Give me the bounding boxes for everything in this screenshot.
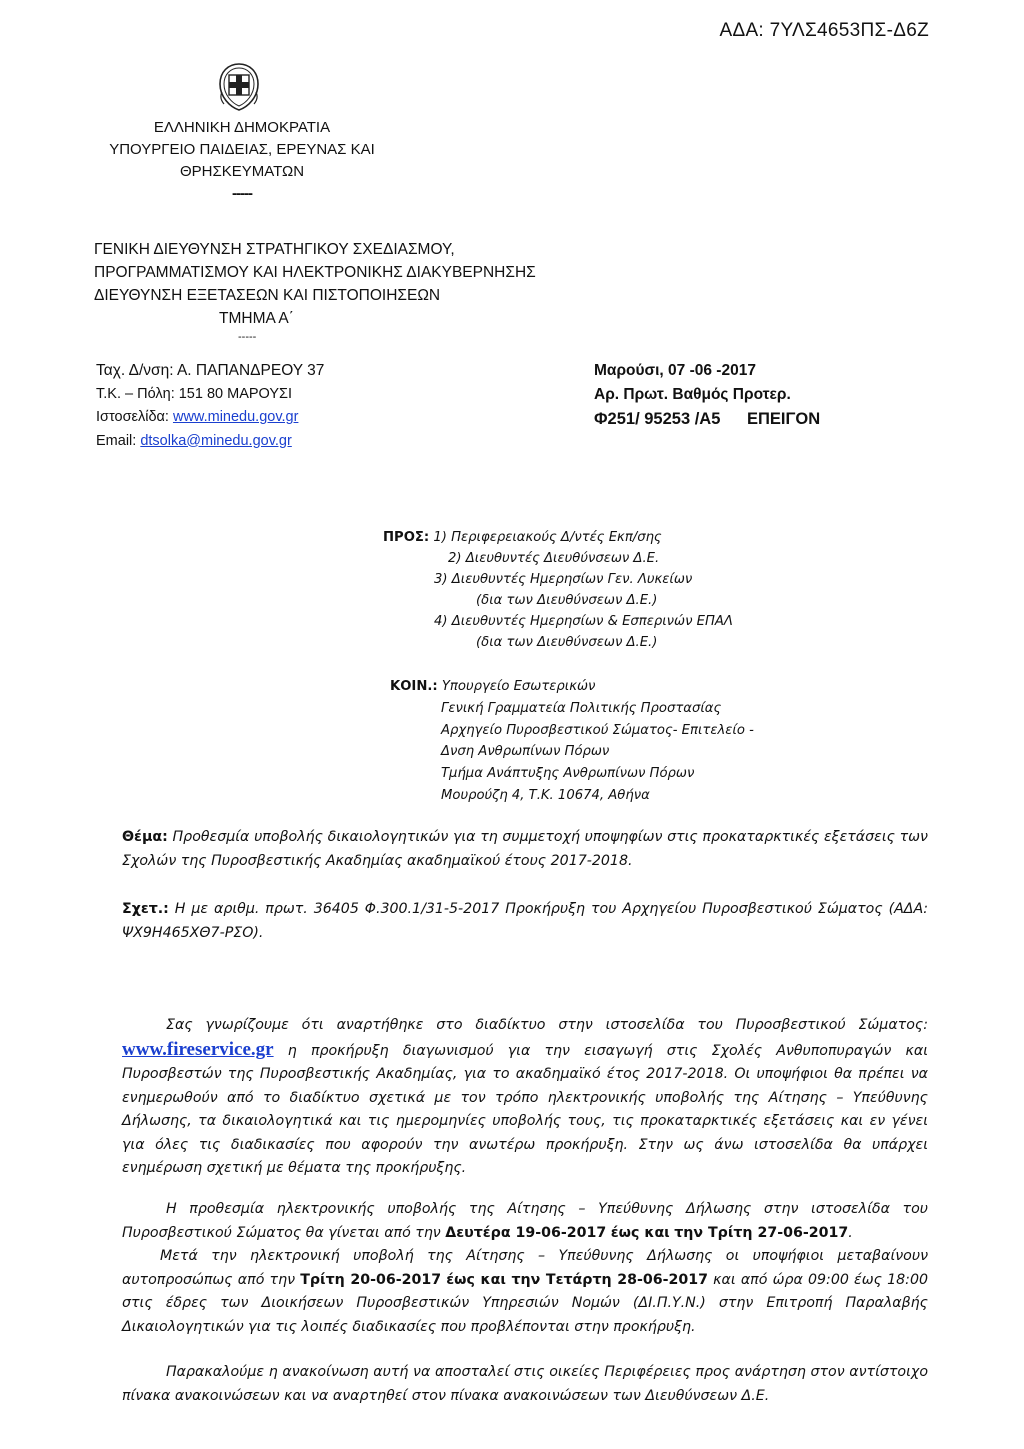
p2-period: . bbox=[848, 1224, 853, 1241]
website-line bbox=[96, 406, 324, 430]
p2-intro: Η προθεσμία ηλεκτρονικής υποβολής της Αίτησης – Υπεύθυνης Δήλωσης στην ιστοσελίδα του Πυροσβεστικού Σώματος θα γίνεται από την bbox=[122, 1201, 928, 1241]
recipient-3: 3) Διευθυντές Ημερησίων Γεν. Λυκείων bbox=[434, 572, 693, 587]
republic-title: ΕΛΛΗΝΙΚΗ ΔΗΜΟΚΡΑΤΙΑ bbox=[153, 119, 331, 136]
p2-start-date: Δευτέρα 19-06-2017 bbox=[445, 1224, 607, 1241]
priority-label: ΕΠΕΙΓΟΝ bbox=[746, 410, 821, 428]
p3-rest: και από ώρα 09:00 έως 18:00 στις έδρες των Διοικήσεων Πυροσβεστικών Υπηρεσιών Νομών (ΔΙ.Π.Υ.Ν.) στην Επιτροπή Παραλαβής Δικαιολογητικών για τις λοιπές διαδικασίες που προβλέπονται στην προκήρυξη. bbox=[122, 1271, 928, 1335]
email-label: Email: bbox=[96, 432, 141, 449]
cc-1: Υπουργείο Εσωτερικών bbox=[441, 679, 596, 694]
cc-2: Γενική Γραμματεία Πολιτικής Προστασίας bbox=[441, 700, 722, 716]
street-address: Ταχ. Δ/νση: Α. ΠΑΠΑΝΔΡΕΟΥ 37 bbox=[96, 362, 325, 379]
p2-until: έως και bbox=[610, 1224, 670, 1241]
fireservice-link[interactable]: www.fireservice.gr bbox=[122, 1038, 274, 1060]
address-block bbox=[96, 359, 324, 453]
cc-label: ΚΟΙΝ.: bbox=[390, 679, 438, 694]
website-link[interactable]: www.minedu.gov.gr bbox=[172, 409, 299, 425]
related-label: Σχετ.: bbox=[122, 901, 169, 917]
body-paragraph-3 bbox=[122, 1245, 928, 1339]
separator: ----- bbox=[232, 185, 252, 202]
cc-5: Τμήμα Ανάπτυξης Ανθρωπίνων Πόρων bbox=[441, 766, 695, 782]
ministry-title: ΥΠΟΥΡΓΕΙΟ ΠΑΙΔΕΙΑΣ, ΕΡΕΥΝΑΣ ΚΑΙ bbox=[109, 141, 375, 158]
ministry-header bbox=[92, 117, 392, 205]
body-paragraph-4 bbox=[122, 1361, 928, 1408]
body-paragraph-1 bbox=[122, 1014, 928, 1181]
subject-text: Προθεσμία υποβολής δικαιολογητικών για τη συμμετοχή υποψηφίων στις προκαταρκτικές εξετάσεις των Σχολών της Πυροσβεστικής Ακαδημίας ακαδημαϊκού έτους 2017-2018. bbox=[122, 829, 928, 869]
p3-start-date: Τρίτη 20-06-2017 bbox=[300, 1271, 442, 1288]
protocol-label: Αρ. Πρωτ. Βαθμός Προτερ. bbox=[594, 386, 791, 403]
separator-2: ----- bbox=[238, 331, 257, 343]
recipient-4-note: (δια των Διευθύνσεων Δ.Ε.) bbox=[476, 635, 658, 650]
recipient-4: 4) Διευθυντές Ημερησίων & Εσπερινών ΕΠΑΛ bbox=[434, 614, 733, 629]
protocol-number: Φ251/ 95253 /Α5 bbox=[594, 410, 721, 428]
cc-block bbox=[390, 676, 754, 807]
ministry-title-cont: ΘΡΗΣΚΕΥΜΑΤΩΝ bbox=[179, 163, 305, 180]
related-paragraph bbox=[122, 898, 928, 945]
p1-rest: η προκήρυξη διαγωνισμού για την εισαγωγή στις Σχολές Ανθυποπυραγών και Πυροσβεστών της Πυροσβεστικής Ακαδημίας, για το ακαδημαϊκό έτος 2017-2018. Οι υποψήφιοι θα πρέπει να ενημερωθούν από το διαδίκτυο σχετικά με τον τρόπο ηλεκτρονικής υποβολής της Αίτησης – Υπεύθυνης Δήλωσης, τα δικαιολογητικά και τις ημερομηνίες υποβολής τους, τις προκαταρκτικές εξετάσεις και εν γένει για όλες τις διαδικασίες που αφορούν την ανωτέρω προκήρυξη. Στην ως άνω ιστοσελίδα θα υπάρχει ενημέρωση σχετική με θέματα της προκήρυξης. bbox=[122, 1042, 928, 1176]
cc-3: Αρχηγείο Πυροσβεστικού Σώματος- Επιτελείο - bbox=[441, 722, 754, 738]
p3-end-date: έως και την Τετάρτη 28-06-2017 bbox=[446, 1271, 708, 1288]
date-line: Μαρούσι, 07 -06 -2017 bbox=[594, 362, 756, 379]
related-text: Η με αριθμ. πρωτ. 36405 Φ.300.1/31-5-2017 Προκήρυξη του Αρχηγείου Πυροσβεστικού Σώματος (ΑΔΑ: ΨΧ9Η465ΧΘ7-ΡΣΟ). bbox=[122, 901, 928, 941]
recipient-2: 2) Διευθυντές Διευθύνσεων Δ.Ε. bbox=[448, 551, 660, 566]
to-label: ΠΡΟΣ: bbox=[383, 530, 430, 545]
cc-4: Δνση Ανθρωπίνων Πόρων bbox=[441, 744, 610, 760]
ada-code: ΑΔΑ: 7ΥΛΣ4653ΠΣ-Δ6Ζ bbox=[719, 20, 929, 41]
email-link[interactable]: dtsolka@minedu.gov.gr bbox=[140, 432, 292, 449]
general-directorate: ΓΕΝΙΚΗ ΔΙΕΥΘΥΝΣΗ ΣΤΡΑΤΗΓΙΚΟΥ ΣΧΕΔΙΑΣΜΟΥ, bbox=[94, 241, 455, 258]
recipient-1: 1) Περιφερειακούς Δ/ντές Εκπ/σης bbox=[433, 530, 662, 545]
recipient-3-note: (δια των Διευθύνσεων Δ.Ε.) bbox=[476, 593, 658, 608]
exams-directorate: ΔΙΕΥΘΥΝΣΗ ΕΞΕΤΑΣΕΩΝ ΚΑΙ ΠΙΣΤΟΠΟΙΗΣΕΩΝ bbox=[94, 287, 441, 304]
protocol-line bbox=[594, 407, 820, 431]
greek-emblem-icon bbox=[216, 62, 262, 112]
p3-intro: Μετά την ηλεκτρονική υποβολή της Αίτησης – Υπεύθυνης Δήλωσης οι υποψήφιοι μεταβαίνουν αυτοπροσώπως από την bbox=[122, 1248, 928, 1288]
p4-text: Παρακαλούμε η ανακοίνωση αυτή να αποσταλεί στις οικείες Περιφέρειες προς ανάρτηση στον αντίστοιχο πίνακα ανακοινώσεων και να αναρτηθεί στον πίνακα ανακοινώσεων των Διευθύνσεων Δ.Ε. bbox=[122, 1364, 928, 1404]
general-directorate-cont: ΠΡΟΓΡΑΜΜΑΤΙΣΜΟΥ ΚΑΙ ΗΛΕΚΤΡΟΝΙΚΗΣ ΔΙΑΚΥΒΕΡΝΗΣΗΣ bbox=[94, 264, 536, 281]
department: ΤΜΗΜΑ Α΄ bbox=[219, 310, 294, 327]
cc-6: Μουρούζη 4, Τ.Κ. 10674, Αθήνα bbox=[441, 787, 650, 803]
p1-intro: Σας γνωρίζουμε ότι αναρτήθηκε στο διαδίκτυο στην ιστοσελίδα του Πυροσβεστικού Σώματος: bbox=[166, 1017, 928, 1033]
city-address: Τ.Κ. – Πόλη: 151 80 ΜΑΡΟΥΣΙ bbox=[96, 385, 293, 402]
p2-end-date: την Τρίτη 27-06-2017 bbox=[674, 1224, 849, 1241]
subject-paragraph bbox=[122, 826, 928, 873]
recipients-block bbox=[383, 527, 733, 653]
subject-label: Θέμα: bbox=[122, 829, 168, 845]
email-line bbox=[96, 430, 324, 454]
protocol-block bbox=[594, 359, 820, 431]
directorate-block bbox=[94, 238, 536, 344]
website-label: Ιστοσελίδα: bbox=[96, 409, 173, 425]
body-paragraph-2 bbox=[122, 1198, 928, 1245]
